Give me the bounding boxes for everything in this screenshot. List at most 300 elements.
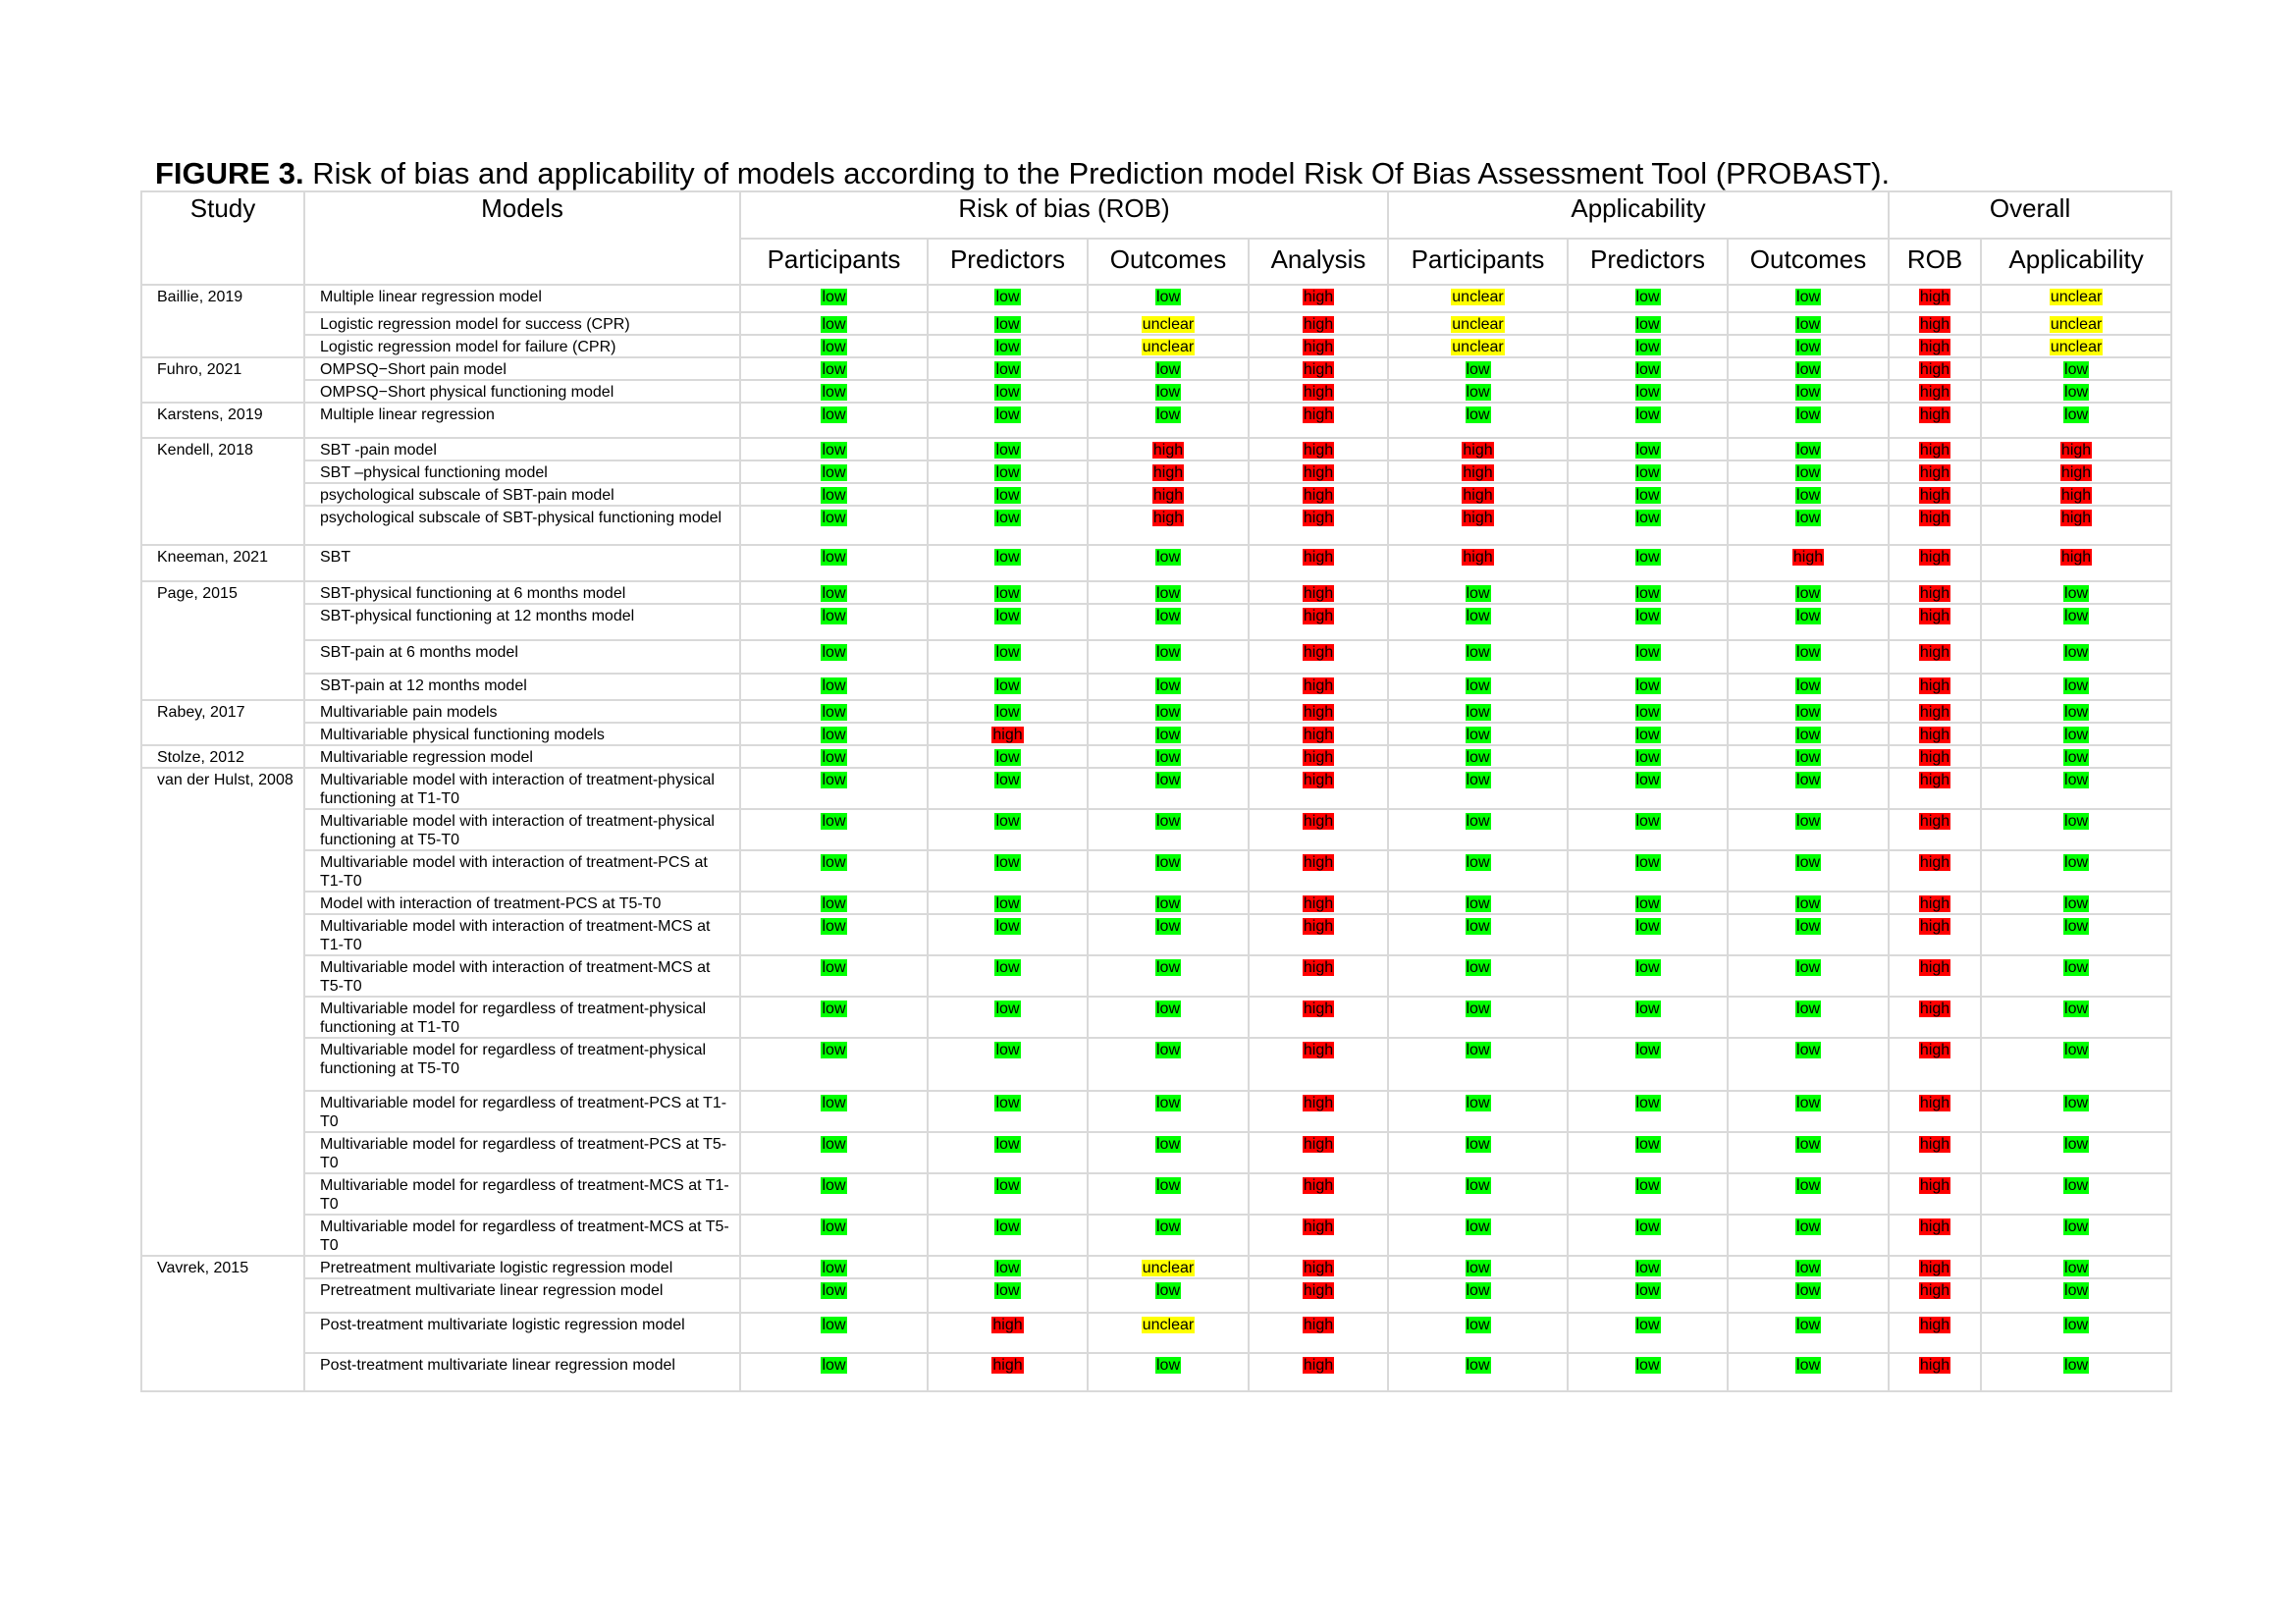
rating-low-badge: low xyxy=(1635,772,1660,788)
rating-low-badge: low xyxy=(1635,384,1660,401)
rating-cell-overall-applicability xyxy=(1981,1256,2171,1278)
rating-high-badge: high xyxy=(1303,854,1334,871)
rating-high-badge: high xyxy=(1303,1177,1334,1194)
rating-high-badge: high xyxy=(1303,384,1334,401)
table-row xyxy=(141,285,2171,312)
rating-high-badge: high xyxy=(1152,510,1184,526)
rating-low-badge: low xyxy=(1466,704,1490,721)
header-study: Study xyxy=(141,191,304,285)
model-cell: Multivariable model for regardless of treatment-MCS at T5-T0 xyxy=(304,1215,740,1256)
rating-cell-app-predictors xyxy=(1568,1215,1728,1256)
rating-cell-overall-applicability xyxy=(1981,809,2171,850)
rating-low-badge: low xyxy=(1635,289,1660,305)
rating-cell-app-predictors xyxy=(1568,438,1728,460)
rating-cell-rob-outcomes xyxy=(1088,380,1249,403)
table-row xyxy=(141,700,2171,723)
rating-cell-rob-predictors xyxy=(928,483,1088,506)
rating-high-badge: high xyxy=(2060,442,2092,459)
rating-cell-rob-outcomes xyxy=(1088,1173,1249,1215)
rating-cell-rob-outcomes xyxy=(1088,357,1249,380)
rating-low-badge: low xyxy=(2064,1136,2089,1153)
rating-high-badge: high xyxy=(1919,854,1950,871)
rating-cell-rob-outcomes xyxy=(1088,809,1249,850)
rating-cell-rob-predictors xyxy=(928,1091,1088,1132)
rating-low-badge: low xyxy=(1796,1042,1821,1058)
header-row-group xyxy=(141,191,2171,239)
rating-low-badge: low xyxy=(2064,585,2089,602)
rating-cell-app-outcomes xyxy=(1728,1313,1889,1353)
rating-cell-app-participants xyxy=(1388,1173,1568,1215)
rating-low-badge: low xyxy=(822,749,846,766)
rating-high-badge: high xyxy=(1303,918,1334,935)
rating-low-badge: low xyxy=(1796,361,1821,378)
rating-low-badge: low xyxy=(1635,361,1660,378)
rating-cell-overall-applicability xyxy=(1981,955,2171,997)
rating-cell-app-participants xyxy=(1388,335,1568,357)
rating-low-badge: low xyxy=(995,406,1020,423)
rating-cell-overall-rob xyxy=(1889,1278,1981,1313)
model-cell: Pretreatment multivariate linear regression model xyxy=(304,1278,740,1313)
rating-cell-app-outcomes xyxy=(1728,483,1889,506)
rating-low-badge: low xyxy=(1155,772,1180,788)
rating-cell-overall-applicability xyxy=(1981,1091,2171,1132)
rating-cell-rob-analysis xyxy=(1249,768,1388,809)
rating-cell-app-participants xyxy=(1388,380,1568,403)
rating-cell-rob-predictors xyxy=(928,604,1088,640)
rating-low-badge: low xyxy=(995,854,1020,871)
rating-cell-app-participants xyxy=(1388,997,1568,1038)
rating-high-badge: high xyxy=(1303,1260,1334,1276)
rating-cell-app-predictors xyxy=(1568,1091,1728,1132)
header-applicability: Applicability xyxy=(1388,191,1889,239)
rating-low-badge: low xyxy=(1635,316,1660,333)
rating-cell-app-predictors xyxy=(1568,380,1728,403)
rating-cell-overall-rob xyxy=(1889,674,1981,700)
rating-low-badge: low xyxy=(1796,749,1821,766)
rating-unclear-badge: unclear xyxy=(1452,339,1504,355)
model-cell: SBT-physical functioning at 6 months model xyxy=(304,581,740,604)
rating-high-badge: high xyxy=(1303,510,1334,526)
table-row xyxy=(141,1215,2171,1256)
rating-low-badge: low xyxy=(1155,1177,1180,1194)
rating-low-badge: low xyxy=(1796,1136,1821,1153)
rating-cell-overall-rob xyxy=(1889,850,1981,892)
rating-low-badge: low xyxy=(1466,1282,1490,1299)
rating-cell-overall-rob xyxy=(1889,1173,1981,1215)
rating-cell-overall-applicability xyxy=(1981,357,2171,380)
rating-cell-rob-outcomes xyxy=(1088,506,1249,545)
rating-high-badge: high xyxy=(2060,464,2092,481)
rating-cell-app-predictors xyxy=(1568,914,1728,955)
rating-cell-overall-applicability xyxy=(1981,380,2171,403)
rating-low-badge: low xyxy=(1466,813,1490,830)
model-cell: psychological subscale of SBT-pain model xyxy=(304,483,740,506)
rating-cell-rob-participants xyxy=(740,285,928,312)
rating-low-badge: low xyxy=(1155,384,1180,401)
rating-low-badge: low xyxy=(822,1095,846,1111)
rating-high-badge: high xyxy=(2060,510,2092,526)
rating-high-badge: high xyxy=(1919,316,1950,333)
rating-cell-app-outcomes xyxy=(1728,1215,1889,1256)
rating-high-badge: high xyxy=(2060,487,2092,504)
rating-low-badge: low xyxy=(1796,384,1821,401)
rating-cell-rob-predictors xyxy=(928,1038,1088,1091)
model-cell: Multivariable physical functioning models xyxy=(304,723,740,745)
rating-low-badge: low xyxy=(1466,361,1490,378)
rating-high-badge: high xyxy=(992,727,1023,743)
probast-table xyxy=(140,190,2172,1392)
rating-high-badge: high xyxy=(1303,749,1334,766)
rating-high-badge: high xyxy=(1919,749,1950,766)
model-cell: Logistic regression model for success (CPR) xyxy=(304,312,740,335)
rating-low-badge: low xyxy=(995,316,1020,333)
rating-low-badge: low xyxy=(1635,1001,1660,1017)
model-cell: OMPSQ−Short pain model xyxy=(304,357,740,380)
rating-low-badge: low xyxy=(1635,959,1660,976)
header-rob-analysis: Analysis xyxy=(1249,239,1388,285)
table-body xyxy=(141,285,2171,1391)
rating-unclear-badge: unclear xyxy=(1142,339,1195,355)
rating-low-badge: low xyxy=(822,1317,846,1333)
rating-cell-app-participants xyxy=(1388,892,1568,914)
rating-cell-rob-analysis xyxy=(1249,1313,1388,1353)
rating-high-badge: high xyxy=(1919,1282,1950,1299)
rating-cell-app-predictors xyxy=(1568,545,1728,581)
rating-cell-overall-applicability xyxy=(1981,674,2171,700)
rating-high-badge: high xyxy=(1463,487,1493,504)
table-row xyxy=(141,955,2171,997)
rating-low-badge: low xyxy=(1635,644,1660,661)
rating-unclear-badge: unclear xyxy=(2050,316,2103,333)
rating-high-badge: high xyxy=(1919,677,1950,694)
rating-low-badge: low xyxy=(995,772,1020,788)
rating-low-badge: low xyxy=(995,1001,1020,1017)
rating-cell-overall-rob xyxy=(1889,1215,1981,1256)
rating-cell-app-outcomes xyxy=(1728,1353,1889,1391)
rating-low-badge: low xyxy=(822,1136,846,1153)
rating-low-badge: low xyxy=(1635,608,1660,624)
rating-low-badge: low xyxy=(995,918,1020,935)
rating-low-badge: low xyxy=(1635,1282,1660,1299)
rating-cell-rob-predictors xyxy=(928,955,1088,997)
rating-low-badge: low xyxy=(822,704,846,721)
rating-cell-app-participants xyxy=(1388,460,1568,483)
rating-cell-rob-predictors xyxy=(928,892,1088,914)
rating-high-badge: high xyxy=(1303,487,1334,504)
rating-cell-rob-participants xyxy=(740,700,928,723)
rating-high-badge: high xyxy=(1792,549,1824,566)
rating-cell-overall-rob xyxy=(1889,640,1981,674)
table-row xyxy=(141,460,2171,483)
rating-cell-rob-participants xyxy=(740,850,928,892)
rating-high-badge: high xyxy=(1919,772,1950,788)
rating-low-badge: low xyxy=(1466,608,1490,624)
rating-low-badge: low xyxy=(2064,406,2089,423)
rating-cell-rob-analysis xyxy=(1249,1215,1388,1256)
rating-cell-rob-predictors xyxy=(928,723,1088,745)
rating-cell-app-outcomes xyxy=(1728,997,1889,1038)
rating-cell-rob-participants xyxy=(740,438,928,460)
rating-high-badge: high xyxy=(1303,361,1334,378)
rating-cell-app-outcomes xyxy=(1728,1038,1889,1091)
rating-cell-app-outcomes xyxy=(1728,850,1889,892)
rating-cell-overall-rob xyxy=(1889,1353,1981,1391)
rating-high-badge: high xyxy=(1303,442,1334,459)
rating-cell-rob-outcomes xyxy=(1088,768,1249,809)
rating-low-badge: low xyxy=(1155,854,1180,871)
table-row xyxy=(141,604,2171,640)
rating-cell-overall-applicability xyxy=(1981,545,2171,581)
rating-low-badge: low xyxy=(1155,549,1180,566)
rating-cell-app-participants xyxy=(1388,1215,1568,1256)
rating-cell-rob-predictors xyxy=(928,674,1088,700)
rating-low-badge: low xyxy=(1635,677,1660,694)
rating-cell-app-outcomes xyxy=(1728,460,1889,483)
rating-cell-rob-participants xyxy=(740,581,928,604)
rating-cell-app-predictors xyxy=(1568,640,1728,674)
rating-cell-app-outcomes xyxy=(1728,640,1889,674)
rating-low-badge: low xyxy=(1635,406,1660,423)
rating-cell-rob-participants xyxy=(740,1278,928,1313)
rating-cell-app-predictors xyxy=(1568,285,1728,312)
rating-cell-rob-analysis xyxy=(1249,674,1388,700)
rating-cell-rob-outcomes xyxy=(1088,850,1249,892)
rating-low-badge: low xyxy=(1796,704,1821,721)
rating-cell-overall-applicability xyxy=(1981,640,2171,674)
rating-low-badge: low xyxy=(995,1218,1020,1235)
header-rob-participants: Participants xyxy=(740,239,928,285)
header-overall-applicability: Applicability xyxy=(1981,239,2171,285)
rating-cell-rob-participants xyxy=(740,745,928,768)
rating-high-badge: high xyxy=(1919,339,1950,355)
rating-cell-app-outcomes xyxy=(1728,700,1889,723)
rating-cell-rob-outcomes xyxy=(1088,892,1249,914)
rating-cell-overall-applicability xyxy=(1981,1278,2171,1313)
rating-cell-app-participants xyxy=(1388,955,1568,997)
rating-unclear-badge: unclear xyxy=(1452,289,1504,305)
rating-cell-overall-rob xyxy=(1889,483,1981,506)
rating-cell-rob-analysis xyxy=(1249,1091,1388,1132)
rating-low-badge: low xyxy=(1635,464,1660,481)
model-cell: Multivariable model with interaction of treatment-PCS at T1-T0 xyxy=(304,850,740,892)
rating-high-badge: high xyxy=(1303,464,1334,481)
rating-low-badge: low xyxy=(1635,442,1660,459)
rating-low-badge: low xyxy=(822,464,846,481)
table-row xyxy=(141,1091,2171,1132)
rating-cell-app-predictors xyxy=(1568,1132,1728,1173)
rating-low-badge: low xyxy=(1796,289,1821,305)
rating-cell-rob-analysis xyxy=(1249,997,1388,1038)
rating-cell-overall-applicability xyxy=(1981,604,2171,640)
rating-low-badge: low xyxy=(822,510,846,526)
rating-low-badge: low xyxy=(1796,339,1821,355)
rating-low-badge: low xyxy=(1635,1218,1660,1235)
rating-cell-rob-predictors xyxy=(928,1278,1088,1313)
rating-cell-overall-rob xyxy=(1889,700,1981,723)
rating-high-badge: high xyxy=(1463,510,1493,526)
rating-low-badge: low xyxy=(822,1001,846,1017)
rating-low-badge: low xyxy=(822,608,846,624)
rating-cell-app-predictors xyxy=(1568,674,1728,700)
rating-cell-app-predictors xyxy=(1568,892,1728,914)
table-row xyxy=(141,357,2171,380)
model-cell: SBT-pain at 6 months model xyxy=(304,640,740,674)
rating-cell-rob-outcomes xyxy=(1088,604,1249,640)
rating-cell-app-participants xyxy=(1388,723,1568,745)
rating-cell-overall-rob xyxy=(1889,438,1981,460)
rating-high-badge: high xyxy=(1919,918,1950,935)
study-cell: Page, 2015 xyxy=(141,581,304,700)
rating-low-badge: low xyxy=(1796,727,1821,743)
rating-cell-rob-participants xyxy=(740,335,928,357)
rating-cell-rob-participants xyxy=(740,312,928,335)
rating-low-badge: low xyxy=(1466,959,1490,976)
rating-low-badge: low xyxy=(1155,918,1180,935)
rating-low-badge: low xyxy=(822,918,846,935)
model-cell: SBT –physical functioning model xyxy=(304,460,740,483)
header-overall-rob: ROB xyxy=(1889,239,1981,285)
rating-low-badge: low xyxy=(995,1260,1020,1276)
rating-low-badge: low xyxy=(822,406,846,423)
rating-low-badge: low xyxy=(1155,704,1180,721)
rating-low-badge: low xyxy=(1466,1095,1490,1111)
rating-low-badge: low xyxy=(1155,727,1180,743)
rating-cell-overall-rob xyxy=(1889,285,1981,312)
rating-low-badge: low xyxy=(2064,959,2089,976)
rating-cell-app-predictors xyxy=(1568,403,1728,438)
rating-cell-rob-predictors xyxy=(928,285,1088,312)
rating-cell-rob-predictors xyxy=(928,403,1088,438)
rating-cell-app-outcomes xyxy=(1728,357,1889,380)
rating-low-badge: low xyxy=(995,895,1020,912)
rating-cell-rob-predictors xyxy=(928,997,1088,1038)
rating-cell-rob-outcomes xyxy=(1088,700,1249,723)
rating-cell-app-outcomes xyxy=(1728,312,1889,335)
table-row xyxy=(141,892,2171,914)
model-cell: Multivariable pain models xyxy=(304,700,740,723)
rating-high-badge: high xyxy=(1919,549,1950,566)
rating-cell-rob-participants xyxy=(740,460,928,483)
rating-cell-rob-predictors xyxy=(928,640,1088,674)
rating-low-badge: low xyxy=(1466,406,1490,423)
rating-low-badge: low xyxy=(822,1042,846,1058)
rating-cell-rob-predictors xyxy=(928,312,1088,335)
rating-low-badge: low xyxy=(1635,1317,1660,1333)
study-cell: van der Hulst, 2008 xyxy=(141,768,304,1256)
rating-cell-app-participants xyxy=(1388,506,1568,545)
model-cell: Multiple linear regression model xyxy=(304,285,740,312)
rating-cell-rob-outcomes xyxy=(1088,312,1249,335)
rating-cell-app-predictors xyxy=(1568,581,1728,604)
rating-high-badge: high xyxy=(1303,1001,1334,1017)
rating-low-badge: low xyxy=(1635,918,1660,935)
table-row xyxy=(141,581,2171,604)
table-row xyxy=(141,1132,2171,1173)
study-cell: Baillie, 2019 xyxy=(141,285,304,357)
rating-unclear-badge: unclear xyxy=(1452,316,1504,333)
table-row xyxy=(141,809,2171,850)
rating-high-badge: high xyxy=(1919,1317,1950,1333)
rating-cell-app-outcomes xyxy=(1728,768,1889,809)
rating-cell-rob-analysis xyxy=(1249,312,1388,335)
rating-cell-rob-analysis xyxy=(1249,1038,1388,1091)
rating-high-badge: high xyxy=(1152,442,1184,459)
rating-cell-app-predictors xyxy=(1568,483,1728,506)
rating-low-badge: low xyxy=(1635,1095,1660,1111)
rating-cell-rob-outcomes xyxy=(1088,955,1249,997)
rating-cell-app-outcomes xyxy=(1728,1278,1889,1313)
table-row xyxy=(141,1038,2171,1091)
rating-low-badge: low xyxy=(1635,487,1660,504)
rating-cell-rob-predictors xyxy=(928,1256,1088,1278)
table-row xyxy=(141,335,2171,357)
rating-cell-overall-rob xyxy=(1889,506,1981,545)
rating-cell-rob-analysis xyxy=(1249,285,1388,312)
rating-cell-rob-predictors xyxy=(928,914,1088,955)
rating-cell-rob-participants xyxy=(740,403,928,438)
rating-low-badge: low xyxy=(822,677,846,694)
figure-caption-text: Risk of bias and applicability of models according to the Prediction model Risk Of Bias Assessment Tool (PROBAST). xyxy=(303,156,1891,190)
rating-cell-overall-rob xyxy=(1889,914,1981,955)
rating-low-badge: low xyxy=(995,1177,1020,1194)
rating-low-badge: low xyxy=(1155,1136,1180,1153)
rating-cell-app-participants xyxy=(1388,1313,1568,1353)
rating-cell-app-outcomes xyxy=(1728,674,1889,700)
rating-low-badge: low xyxy=(995,1136,1020,1153)
rating-high-badge: high xyxy=(992,1317,1023,1333)
rating-cell-overall-applicability xyxy=(1981,850,2171,892)
model-cell: Multivariable model with interaction of treatment-MCS at T1-T0 xyxy=(304,914,740,955)
rating-cell-app-outcomes xyxy=(1728,335,1889,357)
rating-low-badge: low xyxy=(1466,1177,1490,1194)
table-row xyxy=(141,1173,2171,1215)
rating-cell-app-participants xyxy=(1388,483,1568,506)
rating-cell-rob-participants xyxy=(740,604,928,640)
rating-high-badge: high xyxy=(1303,959,1334,976)
rating-unclear-badge: unclear xyxy=(1142,1260,1195,1276)
rating-cell-overall-rob xyxy=(1889,581,1981,604)
rating-cell-rob-outcomes xyxy=(1088,1215,1249,1256)
rating-high-badge: high xyxy=(1919,959,1950,976)
rating-low-badge: low xyxy=(1466,749,1490,766)
rating-high-badge: high xyxy=(1303,289,1334,305)
rating-cell-overall-applicability xyxy=(1981,768,2171,809)
rating-cell-overall-applicability xyxy=(1981,506,2171,545)
rating-low-badge: low xyxy=(1155,749,1180,766)
rating-cell-rob-participants xyxy=(740,768,928,809)
rating-cell-rob-outcomes xyxy=(1088,483,1249,506)
rating-low-badge: low xyxy=(1155,1095,1180,1111)
rating-low-badge: low xyxy=(822,1282,846,1299)
rating-cell-overall-applicability xyxy=(1981,723,2171,745)
rating-cell-overall-rob xyxy=(1889,545,1981,581)
rating-high-badge: high xyxy=(1919,442,1950,459)
rating-low-badge: low xyxy=(995,384,1020,401)
rating-low-badge: low xyxy=(1796,585,1821,602)
rating-low-badge: low xyxy=(1796,406,1821,423)
table-row xyxy=(141,997,2171,1038)
rating-low-badge: low xyxy=(995,442,1020,459)
table-row xyxy=(141,640,2171,674)
rating-cell-app-predictors xyxy=(1568,1313,1728,1353)
rating-cell-rob-predictors xyxy=(928,809,1088,850)
rating-low-badge: low xyxy=(1796,1218,1821,1235)
rating-low-badge: low xyxy=(1635,1260,1660,1276)
rating-high-badge: high xyxy=(1303,585,1334,602)
rating-cell-rob-outcomes xyxy=(1088,335,1249,357)
rating-high-badge: high xyxy=(1919,487,1950,504)
model-cell: Multivariable model for regardless of treatment-PCS at T5-T0 xyxy=(304,1132,740,1173)
